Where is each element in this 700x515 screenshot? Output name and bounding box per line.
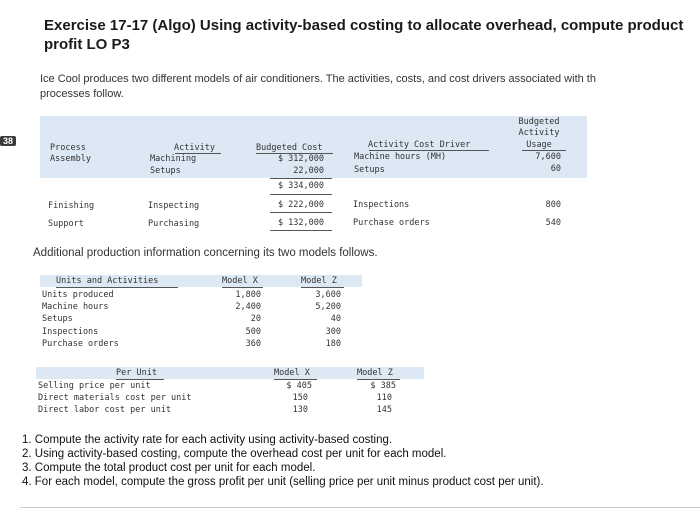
assembly-usage-machining: 7,600 bbox=[535, 152, 561, 162]
finishing-activity: Inspecting bbox=[148, 201, 200, 211]
finishing-driver: Inspections bbox=[353, 200, 410, 210]
col-header-usage-3: Usage bbox=[526, 140, 552, 150]
question-item: 4. For each model, compute the gross profit per unit (selling price per unit minus product cost per unit). bbox=[22, 476, 544, 488]
per-unit-row-x: 130 bbox=[292, 405, 308, 415]
assembly-usage-setups: 60 bbox=[550, 164, 561, 174]
exercise-title-line1: Exercise 17-17 (Algo) Using activity-based costing to allocate overhead, compute product bbox=[44, 17, 684, 34]
total-rule bbox=[270, 212, 332, 213]
header-underline bbox=[357, 379, 400, 380]
finishing-process: Finishing bbox=[48, 201, 95, 211]
total-rule bbox=[270, 230, 332, 231]
header-underline bbox=[301, 287, 344, 288]
col-header-driver: Activity Cost Driver bbox=[368, 140, 471, 150]
header-underline bbox=[274, 379, 317, 380]
col-header-usage-2: Activity bbox=[518, 128, 560, 138]
col-header-usage-1: Budgeted bbox=[518, 117, 560, 127]
units-row-x: 500 bbox=[245, 327, 261, 337]
col-header-budgeted-cost: Budgeted Cost bbox=[256, 143, 323, 153]
support-activity: Purchasing bbox=[148, 219, 200, 229]
units-row-label: Purchase orders bbox=[42, 339, 119, 349]
units-row-x: 2,400 bbox=[235, 302, 261, 312]
per-unit-row-z: 145 bbox=[376, 405, 392, 415]
header-underline bbox=[116, 379, 164, 380]
units-row-label: Inspections bbox=[42, 327, 99, 337]
question-item: 3. Compute the total product cost per unit for each model. bbox=[22, 462, 316, 474]
question-item: 1. Compute the activity rate for each activity using activity-based costing. bbox=[22, 434, 393, 446]
units-row-x: 360 bbox=[245, 339, 261, 349]
assembly-activity-setups: Setups bbox=[150, 166, 181, 176]
units-row-label: Units produced bbox=[42, 290, 114, 300]
support-cost: $ 132,000 bbox=[277, 218, 324, 228]
total-rule bbox=[270, 194, 332, 195]
question-item: 2. Using activity-based costing, compute the overhead cost per unit for each model. bbox=[22, 448, 447, 460]
units-col-model-z: Model Z bbox=[301, 276, 337, 286]
per-unit-row-x: 150 bbox=[292, 393, 308, 403]
intro-line1: Ice Cool produces two different models of air conditioners. The activities, costs, and cost drivers associated with th bbox=[40, 73, 596, 85]
assembly-activity-machining: Machining bbox=[150, 154, 197, 164]
units-table-header: Units and Activities bbox=[56, 276, 159, 286]
assembly-cost-machining: $ 312,000 bbox=[277, 154, 324, 164]
subtotal-rule bbox=[270, 178, 332, 179]
per-unit-col-model-z: Model Z bbox=[357, 368, 393, 378]
header-underline bbox=[56, 287, 178, 288]
finishing-cost: $ 222,000 bbox=[277, 200, 324, 210]
assembly-driver-machine-hours: Machine hours (MH) bbox=[354, 152, 447, 162]
per-unit-col-model-x: Model X bbox=[274, 368, 310, 378]
assembly-process: Assembly bbox=[50, 154, 91, 164]
units-row-z: 180 bbox=[325, 339, 341, 349]
units-row-label: Machine hours bbox=[42, 302, 109, 312]
per-unit-row-x: $ 405 bbox=[286, 381, 312, 391]
per-unit-row-label: Direct labor cost per unit bbox=[38, 405, 172, 415]
page-marker: 38 bbox=[0, 136, 16, 146]
units-col-model-x: Model X bbox=[222, 276, 258, 286]
finishing-usage: 800 bbox=[545, 200, 561, 210]
units-row-z: 3,600 bbox=[315, 290, 341, 300]
additional-info-text: Additional production information concerning its two models follows. bbox=[33, 247, 378, 259]
support-process: Support bbox=[48, 219, 84, 229]
units-row-z: 300 bbox=[325, 327, 341, 337]
units-row-label: Setups bbox=[42, 314, 73, 324]
units-row-x: 20 bbox=[250, 314, 261, 324]
col-header-process: Process bbox=[50, 143, 86, 153]
per-unit-row-label: Selling price per unit bbox=[38, 381, 151, 391]
col-header-activity: Activity bbox=[174, 143, 215, 153]
units-row-z: 5,200 bbox=[315, 302, 341, 312]
per-unit-row-label: Direct materials cost per unit bbox=[38, 393, 192, 403]
per-unit-row-z: 110 bbox=[376, 393, 392, 403]
header-underline bbox=[222, 287, 263, 288]
bottom-divider bbox=[20, 507, 700, 508]
per-unit-header: Per Unit bbox=[116, 368, 157, 378]
header-underline bbox=[522, 150, 566, 151]
units-row-x: 1,800 bbox=[235, 290, 261, 300]
support-driver: Purchase orders bbox=[353, 218, 430, 228]
assembly-driver-setups: Setups bbox=[354, 165, 385, 175]
units-row-z: 40 bbox=[330, 314, 341, 324]
per-unit-row-z: $ 385 bbox=[370, 381, 396, 391]
assembly-cost-total: $ 334,000 bbox=[277, 181, 324, 191]
header-underline bbox=[369, 150, 489, 151]
exercise-title-line2: profit LO P3 bbox=[44, 36, 130, 53]
assembly-cost-setups: 22,000 bbox=[293, 166, 324, 176]
intro-line2: processes follow. bbox=[40, 88, 124, 100]
support-usage: 540 bbox=[545, 218, 561, 228]
